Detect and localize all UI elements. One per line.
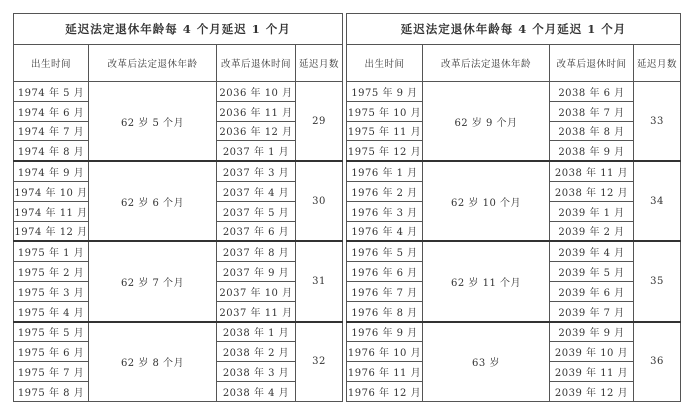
- header-retirement-time: 改革后退休时间: [550, 45, 634, 82]
- delay-months-cell: 34: [634, 161, 681, 241]
- birth-time-cell: 1974 年 6 月: [14, 101, 89, 121]
- table-row: [14, 161, 343, 181]
- retirement-time-cell: 2037 年 4 月: [217, 181, 296, 201]
- birth-time-cell: 1975 年 8 月: [14, 381, 89, 401]
- birth-time-cell: 1975 年 4 月: [14, 301, 89, 321]
- retirement-time-cell: 2038 年 8 月: [550, 121, 634, 141]
- birth-time-cell: 1974 年 9 月: [14, 161, 89, 181]
- birth-time-cell: 1974 年 5 月: [14, 82, 89, 102]
- retirement-time-cell: 2036 年 10 月: [217, 82, 296, 102]
- retirement-time-cell: 2037 年 5 月: [217, 201, 296, 221]
- birth-time-cell: 1976 年 2 月: [347, 181, 423, 201]
- table-title: 延迟法定退休年龄每 4 个月延迟 1 个月: [347, 14, 681, 45]
- left-retirement-table: [13, 13, 343, 402]
- retirement-time-cell: 2037 年 6 月: [217, 221, 296, 241]
- retirement-time-cell: 2039 年 11 月: [550, 362, 634, 382]
- birth-time-cell: 1976 年 1 月: [347, 161, 423, 181]
- birth-time-cell: 1976 年 10 月: [347, 342, 423, 362]
- retirement-time-cell: 2039 年 7 月: [550, 301, 634, 321]
- table-row: [347, 241, 681, 261]
- retirement-age-cell: 62 岁 11 个月: [423, 241, 550, 321]
- table-row: [14, 82, 343, 102]
- birth-time-cell: 1975 年 7 月: [14, 362, 89, 382]
- header-retirement-age: 改革后法定退休年龄: [89, 45, 217, 82]
- table-header-row: [347, 45, 681, 82]
- table-title: 延迟法定退休年龄每 4 个月延迟 1 个月: [14, 14, 343, 45]
- header-birth-time: 出生时间: [347, 45, 423, 82]
- birth-time-cell: 1976 年 5 月: [347, 241, 423, 261]
- retirement-time-cell: 2038 年 12 月: [550, 181, 634, 201]
- table-row: [347, 161, 681, 181]
- retirement-age-cell: 62 岁 6 个月: [89, 161, 217, 241]
- birth-time-cell: 1974 年 12 月: [14, 221, 89, 241]
- birth-time-cell: 1976 年 3 月: [347, 201, 423, 221]
- birth-time-cell: 1975 年 11 月: [347, 121, 423, 141]
- retirement-time-cell: 2038 年 11 月: [550, 161, 634, 181]
- table-title-row: [347, 14, 681, 45]
- birth-time-cell: 1975 年 12 月: [347, 141, 423, 161]
- delay-months-cell: 31: [296, 241, 343, 321]
- birth-time-cell: 1974 年 10 月: [14, 181, 89, 201]
- birth-time-cell: 1976 年 12 月: [347, 381, 423, 401]
- birth-time-cell: 1976 年 8 月: [347, 301, 423, 321]
- delay-months-cell: 33: [634, 82, 681, 162]
- retirement-time-cell: 2037 年 1 月: [217, 141, 296, 161]
- birth-time-cell: 1975 年 1 月: [14, 241, 89, 261]
- birth-time-cell: 1975 年 6 月: [14, 342, 89, 362]
- retirement-time-cell: 2039 年 10 月: [550, 342, 634, 362]
- retirement-time-cell: 2036 年 12 月: [217, 121, 296, 141]
- birth-time-cell: 1975 年 10 月: [347, 101, 423, 121]
- birth-time-cell: 1975 年 5 月: [14, 322, 89, 342]
- birth-time-cell: 1976 年 4 月: [347, 221, 423, 241]
- table-row: [347, 322, 681, 342]
- retirement-time-cell: 2037 年 9 月: [217, 262, 296, 282]
- header-delay-months: 延迟月数: [296, 45, 343, 82]
- retirement-age-cell: 62 岁 7 个月: [89, 241, 217, 321]
- header-retirement-age: 改革后法定退休年龄: [423, 45, 550, 82]
- retirement-time-cell: 2038 年 1 月: [217, 322, 296, 342]
- retirement-age-cell: 62 岁 9 个月: [423, 82, 550, 162]
- header-delay-months: 延迟月数: [634, 45, 681, 82]
- retirement-time-cell: 2037 年 11 月: [217, 301, 296, 321]
- birth-time-cell: 1975 年 9 月: [347, 82, 423, 102]
- delay-months-cell: 29: [296, 82, 343, 162]
- header-retirement-time: 改革后退休时间: [217, 45, 296, 82]
- retirement-age-cell: 63 岁: [423, 322, 550, 402]
- delay-months-cell: 30: [296, 161, 343, 241]
- retirement-age-cell: 62 岁 8 个月: [89, 322, 217, 402]
- retirement-time-cell: 2038 年 7 月: [550, 101, 634, 121]
- table-row: [14, 241, 343, 261]
- retirement-time-cell: 2039 年 6 月: [550, 281, 634, 301]
- retirement-time-cell: 2039 年 4 月: [550, 241, 634, 261]
- birth-time-cell: 1976 年 6 月: [347, 262, 423, 282]
- right-retirement-table: [346, 13, 681, 402]
- retirement-time-cell: 2039 年 12 月: [550, 381, 634, 401]
- birth-time-cell: 1974 年 7 月: [14, 121, 89, 141]
- retirement-time-cell: 2038 年 4 月: [217, 381, 296, 401]
- header-birth-time: 出生时间: [14, 45, 89, 82]
- birth-time-cell: 1976 年 7 月: [347, 281, 423, 301]
- retirement-time-cell: 2039 年 5 月: [550, 262, 634, 282]
- birth-time-cell: 1976 年 9 月: [347, 322, 423, 342]
- birth-time-cell: 1975 年 3 月: [14, 281, 89, 301]
- left-table-panel: [13, 13, 342, 397]
- retirement-time-cell: 2036 年 11 月: [217, 101, 296, 121]
- delay-months-cell: 35: [634, 241, 681, 321]
- retirement-age-cell: 62 岁 5 个月: [89, 82, 217, 162]
- delay-months-cell: 32: [296, 322, 343, 402]
- retirement-tables: [13, 13, 680, 397]
- table-row: [347, 82, 681, 102]
- delay-months-cell: 36: [634, 322, 681, 402]
- birth-time-cell: 1976 年 11 月: [347, 362, 423, 382]
- table-title-row: [14, 14, 343, 45]
- retirement-time-cell: 2038 年 3 月: [217, 362, 296, 382]
- retirement-time-cell: 2037 年 3 月: [217, 161, 296, 181]
- birth-time-cell: 1974 年 8 月: [14, 141, 89, 161]
- table-header-row: [14, 45, 343, 82]
- right-table-panel: [346, 13, 680, 397]
- retirement-time-cell: 2038 年 6 月: [550, 82, 634, 102]
- birth-time-cell: 1975 年 2 月: [14, 262, 89, 282]
- retirement-time-cell: 2038 年 2 月: [217, 342, 296, 362]
- retirement-time-cell: 2039 年 1 月: [550, 201, 634, 221]
- retirement-time-cell: 2039 年 2 月: [550, 221, 634, 241]
- retirement-time-cell: 2037 年 10 月: [217, 281, 296, 301]
- retirement-time-cell: 2038 年 9 月: [550, 141, 634, 161]
- birth-time-cell: 1974 年 11 月: [14, 201, 89, 221]
- retirement-age-cell: 62 岁 10 个月: [423, 161, 550, 241]
- retirement-time-cell: 2039 年 9 月: [550, 322, 634, 342]
- table-row: [14, 322, 343, 342]
- retirement-time-cell: 2037 年 8 月: [217, 241, 296, 261]
